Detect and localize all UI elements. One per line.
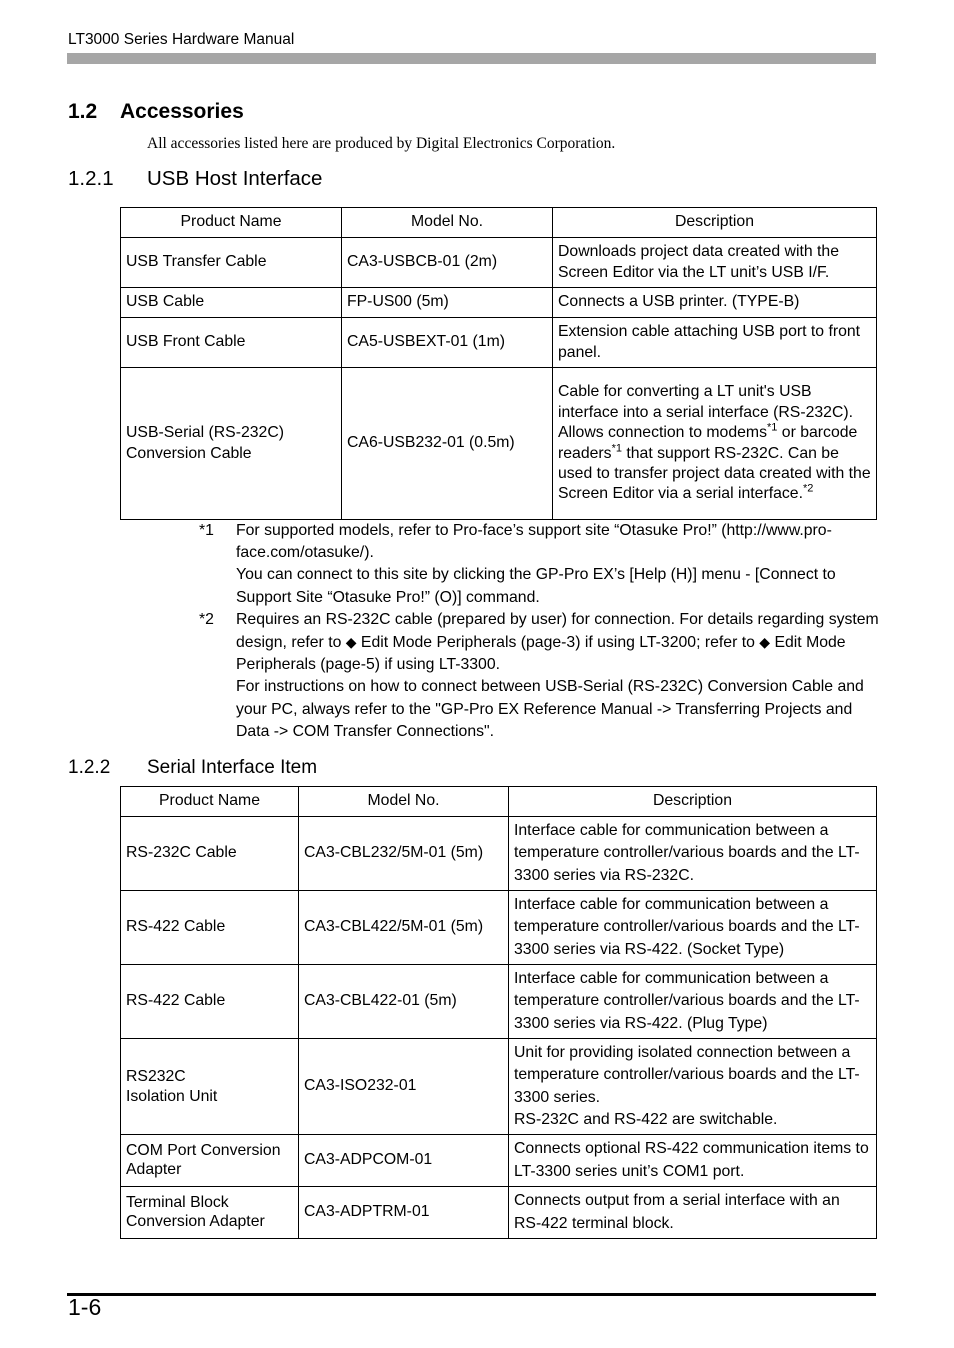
product-name-cell: USB Transfer Cable xyxy=(121,238,342,288)
model-cell: CA6-USB232-01 (0.5m) xyxy=(342,368,553,520)
footnote-ref: *1 xyxy=(611,442,622,455)
model-cell: CA3-ISO232-01 xyxy=(299,1039,509,1135)
description-cell: Extension cable attaching USB port to front panel. xyxy=(553,318,877,368)
model-cell: CA5-USBEXT-01 (1m) xyxy=(342,318,553,368)
section-number: 1.2 xyxy=(68,100,98,123)
description-cell: Unit for providing isolated connection between a temperature controller/various boards and the LT-3300 series. RS-232C and RS-422 are switchable. xyxy=(509,1039,877,1135)
product-name-cell: RS232C Isolation Unit xyxy=(121,1039,299,1135)
description-text: that support RS-232C. Can be used to transfer project data created with the Screen Editor via a serial interface. xyxy=(558,444,871,503)
footnote xyxy=(199,609,879,743)
section-intro: All accessories listed here are produced by Digital Electronics Corporation. xyxy=(147,135,616,152)
section-heading xyxy=(68,100,244,124)
diamond-icon: ◆ xyxy=(345,634,357,651)
footnote-mark: *2 xyxy=(199,610,214,628)
table-row xyxy=(121,238,877,288)
description-cell: Connects a USB printer. (TYPE-B) xyxy=(553,288,877,318)
footnote-paragraph: You can connect to this site by clicking the GP-Pro EX’s [Help (H)] menu - [Connect to Support Site “Otasuke Pro!” (O)] command. xyxy=(236,566,836,606)
table-row xyxy=(121,288,877,318)
description-text: or barcode readers xyxy=(558,424,858,462)
footnote xyxy=(199,520,879,609)
cross-reference-link[interactable]: Edit Mode Peripherals (page-3) if using LT-3200; refer to xyxy=(356,634,760,652)
footnote-ref: *2 xyxy=(802,483,814,496)
column-header: Description xyxy=(509,787,877,817)
table-row xyxy=(121,817,877,891)
footer-rule xyxy=(67,1293,876,1296)
description-cell: Downloads project data created with the Screen Editor via the LT unit’s USB I/F. xyxy=(553,238,877,288)
column-header: Model No. xyxy=(299,787,509,817)
footnote-paragraph: For supported models, refer to Pro-face’s support site “Otasuke Pro!” (http://www.pro-face.com/otasuke/). xyxy=(236,522,832,562)
serial-heading xyxy=(68,757,317,779)
table-row xyxy=(121,368,877,520)
description-cell: Interface cable for communication between a temperature controller/various boards and the LT-3300 series via RS-422. (Socket Type) xyxy=(509,891,877,965)
model-cell: CA3-ADPCOM-01 xyxy=(299,1135,509,1187)
usb-number: 1.2.1 xyxy=(68,167,114,190)
footnote-ref: *1 xyxy=(766,421,778,434)
footnote-text xyxy=(236,520,879,609)
column-header: Product Name xyxy=(121,787,299,817)
footnote-mark: *1 xyxy=(199,522,214,539)
column-header: Product Name xyxy=(121,208,342,238)
usb-table xyxy=(120,207,877,520)
model-cell: CA3-ADPTRM-01 xyxy=(299,1187,509,1239)
table-row xyxy=(121,965,877,1039)
model-cell: CA3-CBL232/5M-01 (5m) xyxy=(299,817,509,891)
product-name-cell: RS-422 Cable xyxy=(121,965,299,1039)
product-name-cell: Terminal Block Conversion Adapter xyxy=(121,1187,299,1239)
serial-number: 1.2.2 xyxy=(68,757,111,778)
model-cell: CA3-CBL422/5M-01 (5m) xyxy=(299,891,509,965)
running-header: LT3000 Series Hardware Manual xyxy=(68,31,295,48)
table-header-row xyxy=(121,208,877,238)
footnote-paragraph xyxy=(236,609,879,677)
table-header-row xyxy=(121,787,877,817)
product-name-cell: USB Cable xyxy=(121,288,342,318)
footnote-text xyxy=(236,609,879,743)
cross-reference-link[interactable]: Edit Mode Peripherals (page-5) if using LT-3300. xyxy=(236,634,846,674)
description-text: Cable for converting a LT unit's USB interface into a serial interface (RS-232C). Allows connection to modems xyxy=(558,383,854,442)
table-row xyxy=(121,1039,877,1135)
description-cell: Interface cable for communication between a temperature controller/various boards and the LT-3300 series via RS-422. (Plug Type) xyxy=(509,965,877,1039)
model-cell: FP-US00 (5m) xyxy=(342,288,553,318)
diamond-icon: ◆ xyxy=(759,634,771,651)
footnote-paragraph: For instructions on how to connect between USB-Serial (RS-232C) Conversion Cable and your PC, always refer to the "GP-Pro EX Reference Manual -> Transferring Projects and Data -> COM Transfer Connections". xyxy=(236,678,864,740)
usb-title: USB Host Interface xyxy=(147,167,323,190)
description-cell: Connects optional RS-422 communication items to LT-3300 series unit’s COM1 port. xyxy=(509,1135,877,1187)
description-cell xyxy=(553,368,877,520)
column-header: Description xyxy=(553,208,877,238)
serial-title: Serial Interface Item xyxy=(147,757,318,778)
table-row xyxy=(121,318,877,368)
page-number: 1-6 xyxy=(68,1294,102,1320)
product-name-cell: RS-422 Cable xyxy=(121,891,299,965)
usb-heading xyxy=(68,167,322,191)
model-cell: CA3-CBL422-01 (5m) xyxy=(299,965,509,1039)
table-row xyxy=(121,1187,877,1239)
footnote-text-part: Requires an RS-232C cable (prepared by user) for connection. For details regarding system design, refer to xyxy=(236,610,879,652)
header-bar xyxy=(67,53,876,64)
serial-table xyxy=(120,786,877,1239)
product-name-cell: USB Front Cable xyxy=(121,318,342,368)
table-row xyxy=(121,1135,877,1187)
section-title: Accessories xyxy=(120,100,244,123)
footnotes xyxy=(199,520,879,743)
description-cell: Connects output from a serial interface with an RS-422 terminal block. xyxy=(509,1187,877,1239)
product-name-cell: RS-232C Cable xyxy=(121,817,299,891)
description-cell: Interface cable for communication between a temperature controller/various boards and the LT-3300 series via RS-232C. xyxy=(509,817,877,891)
product-name-cell: USB-Serial (RS-232C) Conversion Cable xyxy=(121,368,342,520)
column-header: Model No. xyxy=(342,208,553,238)
model-cell: CA3-USBCB-01 (2m) xyxy=(342,238,553,288)
product-name-cell: COM Port Conversion Adapter xyxy=(121,1135,299,1187)
table-row xyxy=(121,891,877,965)
